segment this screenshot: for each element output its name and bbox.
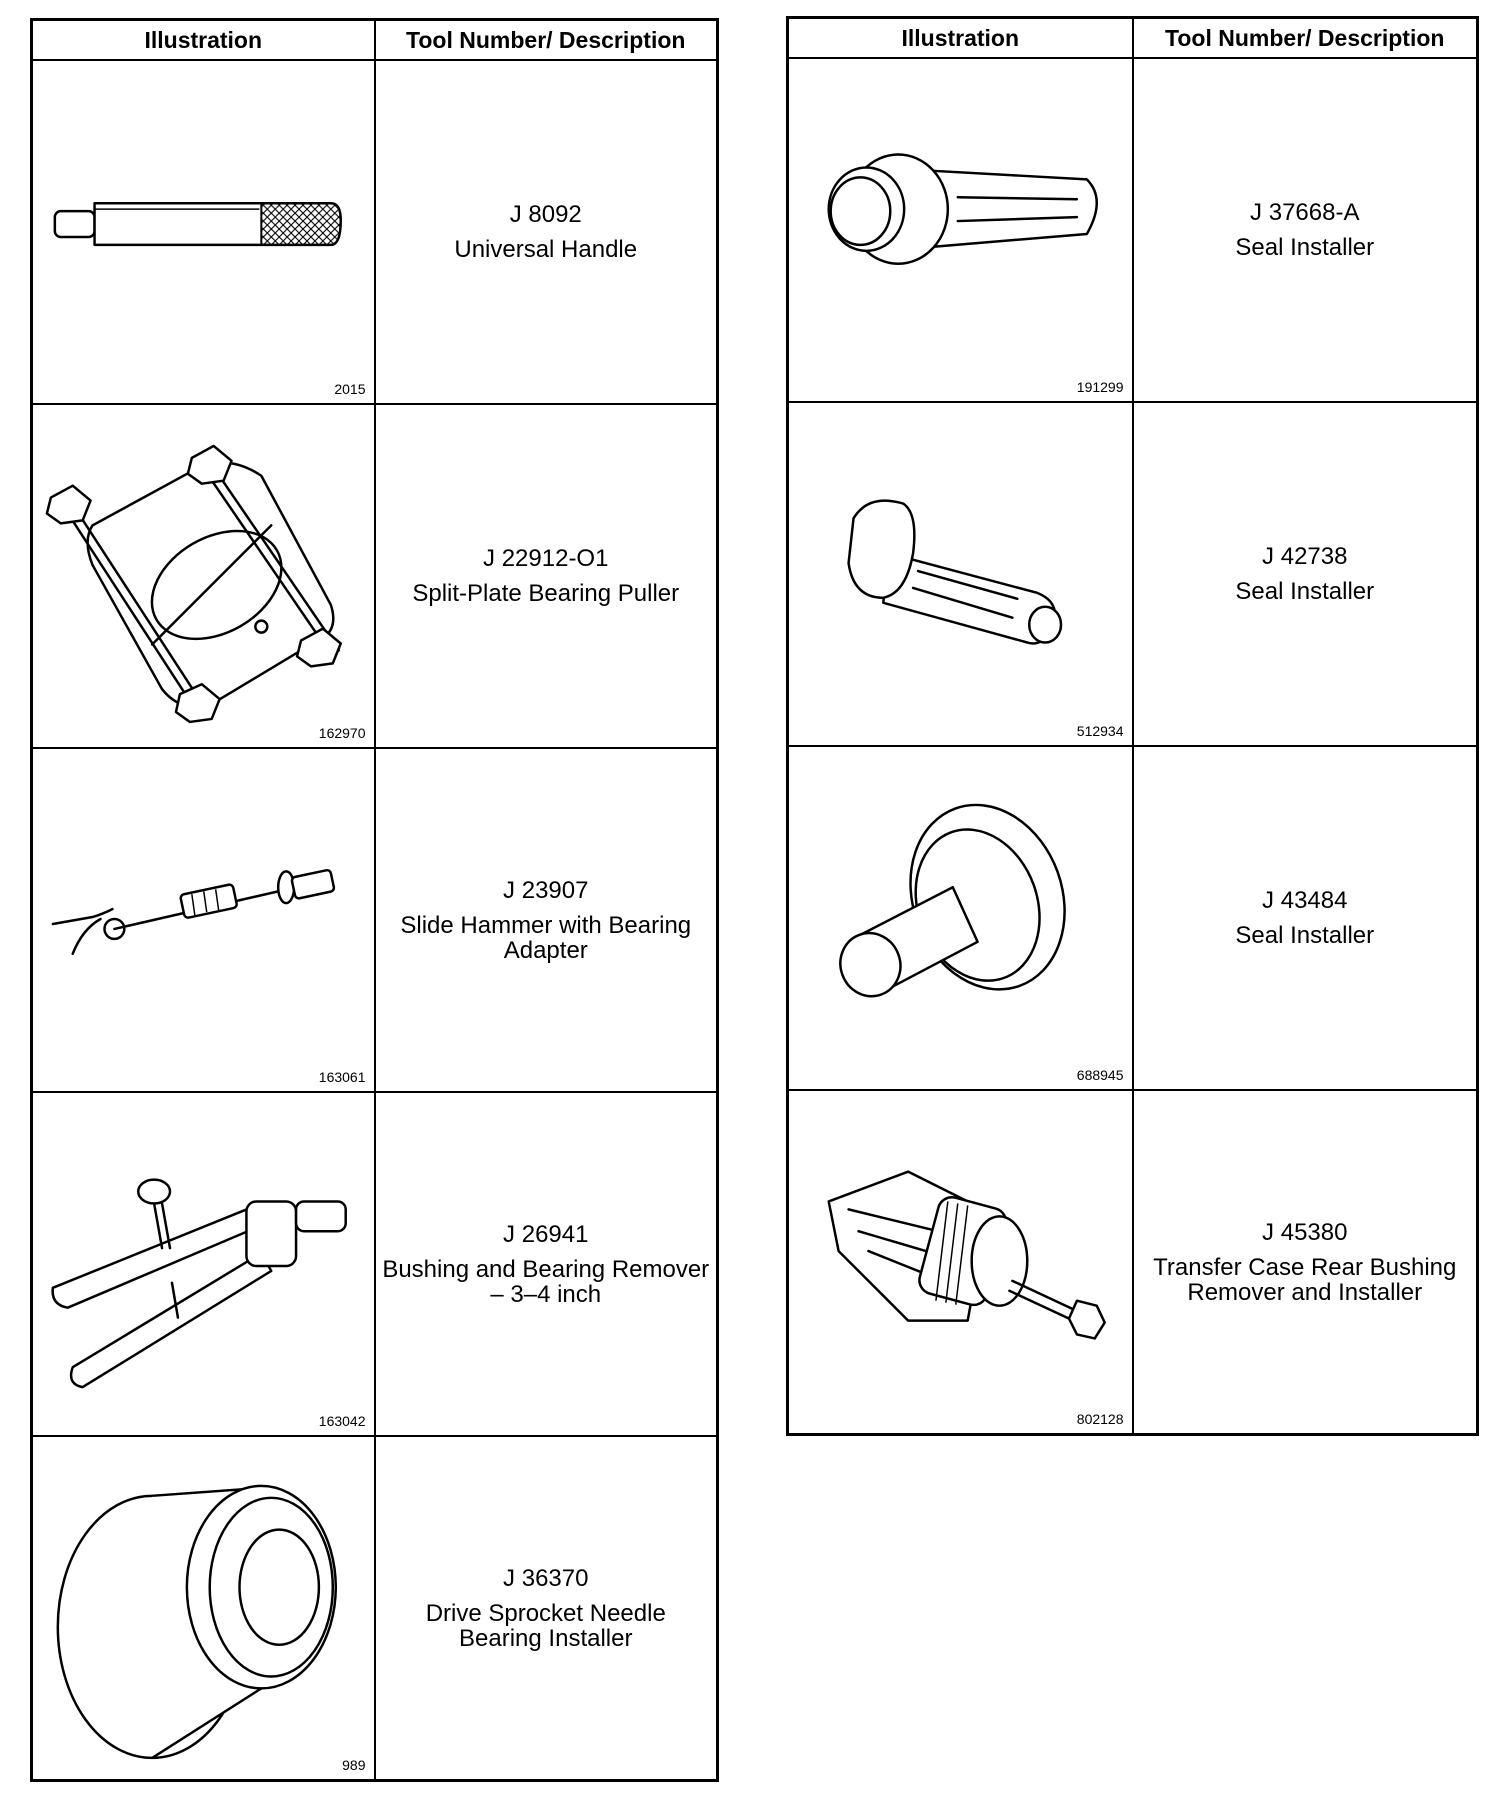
tool-name: Seal Installer bbox=[1235, 578, 1375, 605]
table-row bbox=[788, 58, 1478, 402]
figure-number: 162970 bbox=[318, 725, 366, 741]
description-cell bbox=[1133, 1090, 1478, 1435]
tool-name: Seal Installer bbox=[1235, 234, 1375, 261]
tool-number: J 45380 bbox=[1262, 1218, 1348, 1246]
bearing-puller-icon bbox=[33, 405, 374, 747]
bearing-installer-icon bbox=[33, 1437, 374, 1779]
figure-number: 512934 bbox=[1076, 723, 1124, 739]
description-cell bbox=[375, 1436, 718, 1781]
figure-number: 688945 bbox=[1076, 1067, 1124, 1083]
seal-installer-icon bbox=[789, 403, 1132, 745]
illustration-cell bbox=[788, 1090, 1133, 1435]
table-row bbox=[788, 1090, 1478, 1435]
table-row bbox=[32, 1436, 718, 1781]
tool-table-left bbox=[30, 18, 719, 1782]
figure-number: 191299 bbox=[1076, 379, 1124, 395]
illustration-cell bbox=[788, 58, 1133, 402]
tool-name: Drive Sprocket Needle Bearing Installer bbox=[425, 1599, 666, 1652]
table-row bbox=[32, 60, 718, 404]
seal-installer-icon bbox=[789, 59, 1132, 401]
table-row bbox=[788, 746, 1478, 1090]
header-illustration: Illustration bbox=[32, 20, 375, 61]
tool-name: Slide Hammer with Bearing Adapter bbox=[400, 911, 692, 964]
tool-number: J 36370 bbox=[503, 1564, 589, 1592]
table-header-row bbox=[32, 20, 718, 61]
description-cell bbox=[1133, 402, 1478, 746]
figure-number: 163042 bbox=[318, 1413, 366, 1429]
figure-number: 989 bbox=[342, 1757, 366, 1773]
tool-number: J 42738 bbox=[1262, 543, 1348, 570]
illustration-cell bbox=[32, 60, 375, 404]
figure-number: 802128 bbox=[1076, 1411, 1124, 1427]
description-cell bbox=[1133, 746, 1478, 1090]
illustration-cell bbox=[32, 748, 375, 1092]
bushing-remover-icon bbox=[33, 1093, 374, 1435]
table-header-row bbox=[788, 18, 1478, 59]
illustration-cell bbox=[788, 402, 1133, 746]
description-cell bbox=[1133, 58, 1478, 402]
figure-number: 2015 bbox=[334, 381, 366, 397]
table-row bbox=[32, 1092, 718, 1436]
slide-hammer-icon bbox=[33, 749, 374, 1091]
header-description: Tool Number/ Description bbox=[1133, 18, 1478, 59]
universal-handle-icon bbox=[33, 61, 374, 403]
header-illustration: Illustration bbox=[788, 18, 1133, 59]
illustration-cell bbox=[32, 1092, 375, 1436]
description-cell bbox=[375, 404, 718, 748]
tool-name: Bushing and Bearing Remover – 3–4 inch bbox=[382, 1255, 710, 1308]
tool-number: J 26941 bbox=[503, 1220, 589, 1248]
tool-name: Universal Handle bbox=[454, 236, 638, 263]
illustration-cell bbox=[788, 746, 1133, 1090]
tool-name: Transfer Case Rear Bushing Remover and Installer bbox=[1153, 1253, 1457, 1306]
header-description: Tool Number/ Description bbox=[375, 20, 718, 61]
bushing-remover-installer-icon bbox=[789, 1091, 1132, 1433]
tool-name: Seal Installer bbox=[1235, 922, 1375, 949]
illustration-cell bbox=[32, 404, 375, 748]
seal-installer-icon bbox=[789, 747, 1132, 1089]
tool-table-right bbox=[786, 16, 1479, 1436]
tool-number: J 23907 bbox=[503, 876, 589, 904]
description-cell bbox=[375, 60, 718, 404]
description-cell bbox=[375, 748, 718, 1092]
table-row bbox=[32, 748, 718, 1092]
table-row bbox=[32, 404, 718, 748]
tool-number: J 43484 bbox=[1262, 887, 1348, 914]
tool-number: J 22912-O1 bbox=[483, 545, 609, 572]
figure-number: 163061 bbox=[318, 1069, 366, 1085]
tool-number: J 8092 bbox=[509, 201, 582, 228]
tool-name: Split-Plate Bearing Puller bbox=[412, 580, 680, 607]
illustration-cell bbox=[32, 1436, 375, 1781]
description-cell bbox=[375, 1092, 718, 1436]
tool-number: J 37668-A bbox=[1250, 199, 1360, 226]
table-row bbox=[788, 402, 1478, 746]
